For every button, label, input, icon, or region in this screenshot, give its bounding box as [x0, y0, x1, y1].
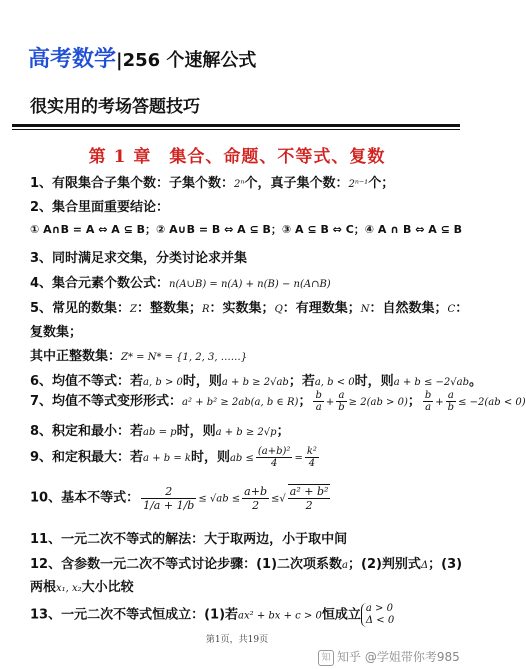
- item-5-continued: 复数集；: [30, 325, 83, 340]
- item-12-text-3: ；(3): [428, 557, 463, 572]
- item-1-text-3: 个；: [368, 176, 395, 191]
- set-name-z: ：整数集；: [137, 301, 203, 316]
- set-name-c-lead: ：: [455, 301, 469, 316]
- item-8: [30, 420, 290, 439]
- document-title: [28, 42, 256, 73]
- item-6-result-2: a + b ≤ −2√ab: [393, 377, 469, 388]
- item-7: 7、均值不等式变形形式：a² + b² ≥ 2ab(a, b ∈ R)； $\frac{b}{a}$ + $\frac{a}{b}$ ≥ 2(ab > 0)； $\frac{b}{a}$ + $\frac{a}{b}$ ≤ −2(ab < 0): [30, 390, 526, 413]
- item-4-formula: n(A∪B) = n(A) + n(B) − n(A∩B): [169, 279, 331, 290]
- fraction: [336, 390, 346, 413]
- title-highlight: 高考数学: [28, 47, 117, 72]
- item-13-then: 恒成立: [321, 607, 361, 623]
- numerator: b: [424, 390, 432, 401]
- title-rest: |256 个速解公式: [116, 50, 257, 71]
- item-6-text: 6、均值不等式：若: [30, 374, 144, 389]
- item-2-conclusion-2: ；② A∪B = B ⇔ A ⊆ B: [145, 223, 271, 236]
- item-9-text: 9、和定积最大：若: [30, 450, 144, 465]
- item-9-cond: a + b = k: [143, 453, 191, 464]
- item-5: [30, 297, 468, 316]
- denominator: 2: [305, 499, 313, 512]
- item-10: [30, 484, 332, 512]
- zhihu-icon: 知: [318, 650, 334, 666]
- set-symbol-r: R: [202, 304, 210, 315]
- item-9-lhs: ab ≤: [229, 453, 254, 464]
- item-7-formula-1: a² + b² ≥ 2ab(a, b ∈ R): [182, 397, 299, 408]
- item-4-text: 4、集合元素个数公式：: [30, 276, 170, 291]
- fraction: [256, 446, 293, 469]
- denominator: b: [447, 402, 455, 413]
- numerator: a: [446, 390, 456, 402]
- numerator: 2: [141, 485, 196, 499]
- chapter-heading: 第 1 章 集合、命题、不等式、复数: [88, 147, 386, 167]
- condition-1: a > 0: [365, 603, 393, 614]
- denominator: b: [338, 402, 345, 413]
- item-12-roots-text: 大小比较: [81, 580, 134, 595]
- item-3: 3、同时满足求交集，分类讨论求并集: [30, 251, 248, 266]
- set-symbol-c: C: [447, 304, 456, 315]
- item-1-formula: 2ⁿ: [234, 179, 245, 190]
- item-5-positive-formula: Z* = N* = {1, 2, 3, ……}: [121, 352, 248, 363]
- set-symbol-q: Q: [274, 304, 283, 315]
- condition-2: Δ < 0: [365, 615, 395, 626]
- item-2-conclusion-1: ① A∩B = A ⇔ A ⊆ B: [30, 223, 146, 236]
- item-13: [30, 603, 394, 627]
- item-10-le: ≤: [271, 493, 280, 505]
- item-4: [30, 272, 331, 291]
- watermark-text: 知乎 @学姐带你考985: [337, 650, 460, 664]
- item-8-then: 时，则: [176, 424, 216, 439]
- item-6: [30, 370, 482, 389]
- item-7-sep: ；: [298, 394, 312, 409]
- item-12-roots-label: 两根: [30, 580, 57, 595]
- item-10-middle: ≤ √ab ≤: [198, 493, 241, 505]
- denominator: 4: [308, 458, 316, 469]
- item-6-if: ；若: [288, 374, 315, 389]
- item-12-roots: x₁, x₂: [56, 583, 82, 594]
- item-1-text-2: 个，真子集个数：: [244, 176, 349, 191]
- item-7-text: 7、均值不等式变形形式：: [30, 394, 183, 409]
- item-12-text: 12、含参数一元二次不等式讨论步骤：(1)二次项系数: [30, 557, 343, 572]
- numerator: k²: [306, 446, 317, 457]
- denominator: 4: [270, 458, 278, 469]
- watermark: [318, 648, 460, 666]
- item-12-symbol-a: a: [342, 560, 348, 571]
- item-6-then: 时，则: [182, 374, 222, 389]
- item-12-symbol-delta: Δ: [420, 560, 429, 571]
- item-6-cond-1: a, b > 0: [143, 377, 183, 388]
- item-8-cond: ab = p: [143, 427, 177, 438]
- numerator: (a+b)²: [257, 446, 291, 457]
- set-symbol-z: Z: [130, 304, 137, 315]
- item-1-text: 1、有限集合子集个数：子集个数：: [30, 176, 235, 191]
- fraction: [423, 390, 433, 413]
- fraction-under-root: [288, 484, 331, 512]
- set-name-q: ：有理数集；: [282, 301, 361, 316]
- set-name-n: ：自然数集；: [369, 301, 448, 316]
- denominator: 2: [252, 498, 260, 512]
- item-7-formula-2: ≥ 2(ab > 0): [348, 397, 408, 408]
- item-2-conclusion-3: ；③ A ⊆ B ⇔ C: [270, 223, 354, 236]
- item-6-cond-2: a, b < 0: [314, 377, 355, 388]
- item-11: 11、一元二次不等式的解法：大于取两边，小于取中间: [30, 532, 348, 547]
- fraction: [446, 390, 456, 413]
- item-12-continued: [30, 576, 134, 595]
- item-12-text-2: ；(2)判别式: [348, 557, 421, 572]
- item-8-result: a + b ≥ 2√p: [215, 427, 277, 438]
- item-13-inequality: ax² + bx + c > 0: [238, 610, 322, 622]
- item-8-text: 8、积定和最小：若: [30, 424, 144, 439]
- item-9: [30, 446, 321, 469]
- item-2-conclusion-4: ；④ A ∩ B ⇔ A ⊆ B: [353, 223, 463, 236]
- item-6-end: 。: [469, 374, 483, 389]
- numerator: a: [336, 390, 346, 402]
- item-10-text: 10、基本不等式：: [30, 490, 140, 506]
- item-1-formula-2: 2ⁿ⁻¹: [348, 179, 369, 190]
- denominator: 1/a + 1/b: [143, 498, 195, 512]
- denominator: a: [425, 402, 432, 413]
- numerator: a+b: [244, 484, 267, 498]
- item-6-then-2: 时，则: [354, 374, 394, 389]
- fraction: [242, 485, 269, 512]
- fraction: [141, 485, 196, 512]
- item-5-positive-label: 其中正整数集：: [30, 349, 122, 364]
- item-6-result-1: a + b ≥ 2√ab: [221, 377, 289, 388]
- fraction: [305, 446, 319, 469]
- item-7-formula-3: ≤ −2(ab < 0): [458, 397, 526, 408]
- denominator: a: [315, 402, 322, 413]
- item-13-text: 13、一元二次不等式恒成立：(1)若: [30, 607, 239, 623]
- numerator: a² + b²: [289, 485, 329, 498]
- item-8-end: ；: [276, 424, 290, 439]
- item-7-sep-2: ；: [407, 394, 421, 409]
- divider-thick: [12, 124, 460, 127]
- condition-brace: [361, 603, 394, 627]
- item-12: [30, 553, 462, 572]
- item-9-then: 时，则: [190, 450, 230, 465]
- item-1: [30, 172, 394, 191]
- set-symbol-n: N: [360, 304, 370, 315]
- item-2: 2、集合里面重要结论：: [30, 200, 170, 215]
- item-5-positive-integers: [30, 345, 247, 364]
- fraction: [313, 390, 323, 413]
- numerator: b: [315, 390, 322, 401]
- document-subtitle: 很实用的考场答题技巧: [30, 97, 200, 117]
- item-2-conclusions: [30, 221, 462, 237]
- item-9-eq: =: [294, 453, 303, 464]
- divider-thin: [12, 129, 460, 130]
- sqrt-sign: √: [279, 493, 286, 505]
- set-name-r: ：实数集；: [209, 301, 275, 316]
- item-5-text: 5、常见的数集：: [30, 301, 131, 316]
- page-footer: 第1页，共19页: [205, 635, 269, 645]
